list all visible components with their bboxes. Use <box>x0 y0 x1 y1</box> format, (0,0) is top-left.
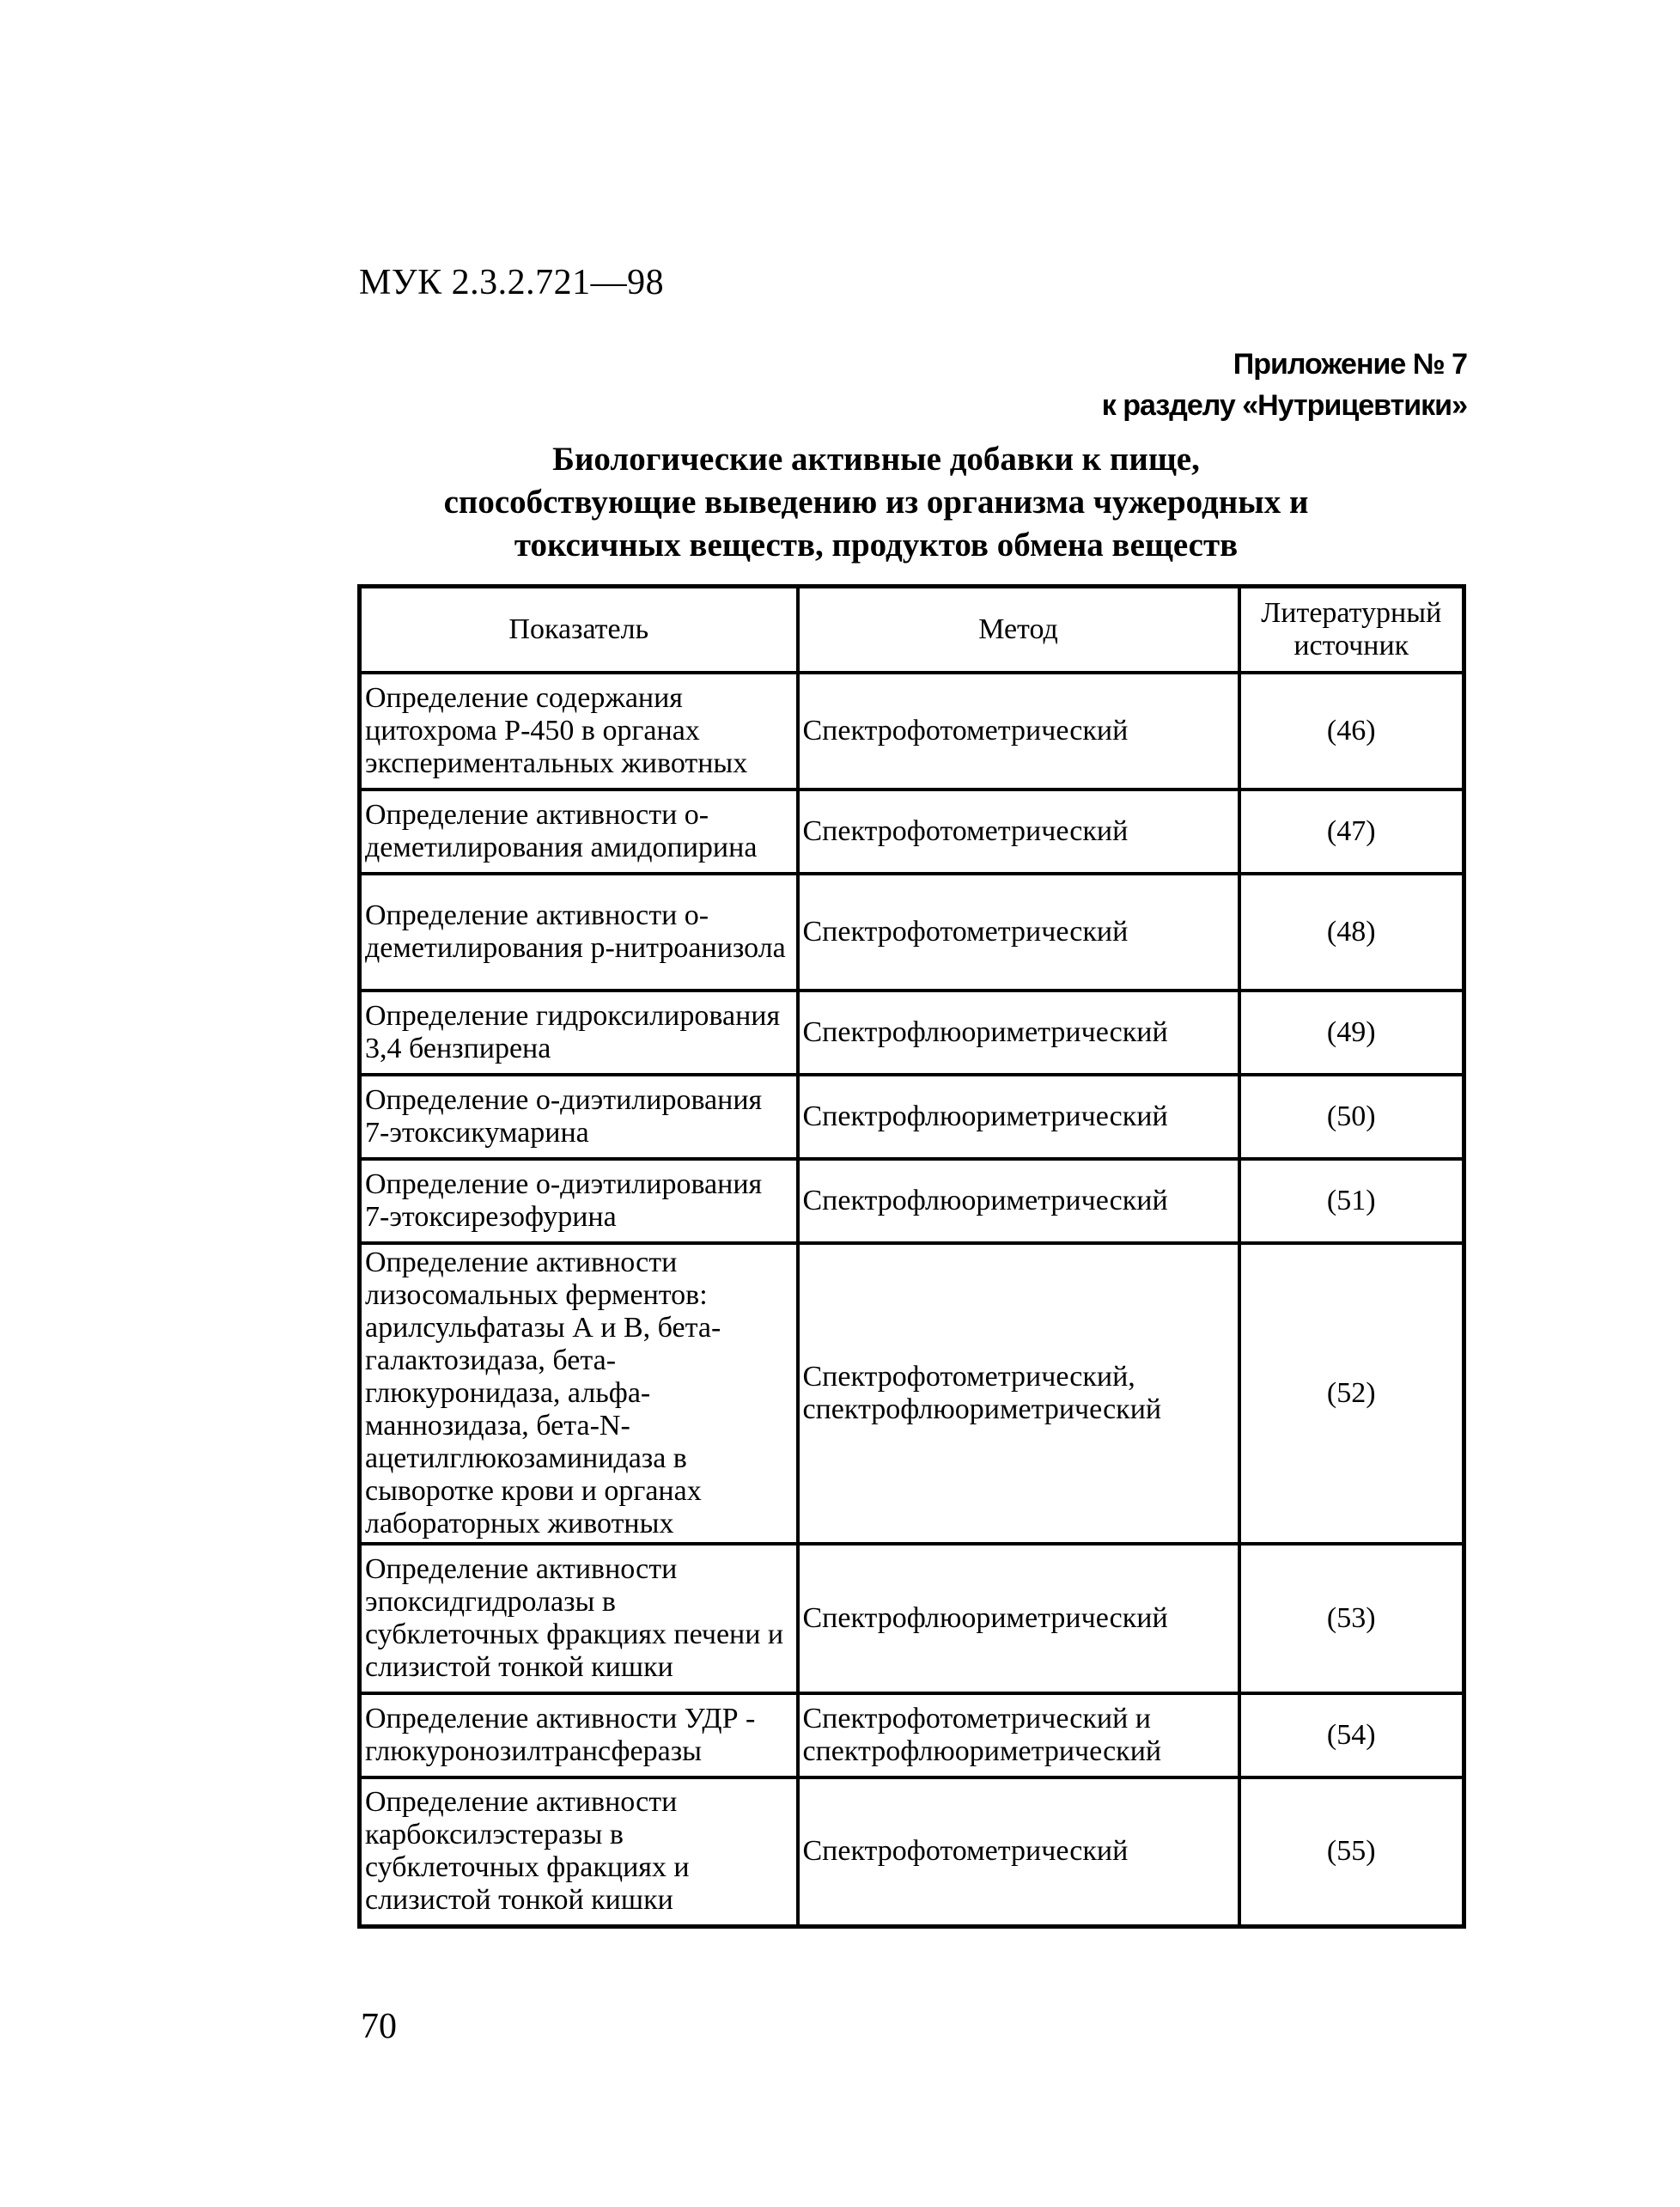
method-cell: Спектрофлюориметрический <box>798 1544 1239 1693</box>
indicator-cell: Определение активности УДР - глюкуронозилтрансферазы <box>360 1693 798 1777</box>
table-row <box>360 1693 1464 1777</box>
ref-cell: (51) <box>1239 1159 1464 1243</box>
header-source: Литературный источник <box>1239 587 1464 673</box>
table-title <box>326 438 1426 567</box>
method-cell: Спектрофлюориметрический <box>798 1075 1239 1159</box>
appendix-section: к разделу «Нутрицевтики» <box>1101 389 1467 422</box>
ref-cell: (52) <box>1239 1243 1464 1544</box>
ref-cell: (55) <box>1239 1777 1464 1927</box>
methods-table <box>357 584 1466 1929</box>
ref-cell: (54) <box>1239 1693 1464 1777</box>
document-code: МУК 2.3.2.721—98 <box>359 263 665 302</box>
method-cell: Спектрофотометрический <box>798 874 1239 991</box>
ref-cell: (47) <box>1239 790 1464 874</box>
method-cell: Спектрофлюориметрический <box>798 1159 1239 1243</box>
page-number: 70 <box>361 2007 397 2046</box>
appendix-number: Приложение № 7 <box>1233 348 1467 381</box>
ref-cell: (53) <box>1239 1544 1464 1693</box>
table-row <box>360 673 1464 790</box>
indicator-cell: Определение активности эпоксидгидролазы в субклеточных фракциях печени и слизистой тонкой кишки <box>360 1544 798 1693</box>
method-cell: Спектрофлюориметрический <box>798 991 1239 1075</box>
table-row <box>360 1159 1464 1243</box>
table-row <box>360 790 1464 874</box>
table-row <box>360 1243 1464 1544</box>
header-method: Метод <box>798 587 1239 673</box>
indicator-cell: Определение о-диэтилирования 7-этоксикумарина <box>360 1075 798 1159</box>
indicator-cell: Определение о-диэтилирования 7-этоксирезофурина <box>360 1159 798 1243</box>
ref-cell: (46) <box>1239 673 1464 790</box>
title-line-1: Биологические активные добавки к пище, <box>552 441 1200 478</box>
ref-cell: (50) <box>1239 1075 1464 1159</box>
title-line-3: токсичных веществ, продуктов обмена веществ <box>514 527 1239 564</box>
table-row <box>360 1777 1464 1927</box>
indicator-cell: Определение гидроксилирования 3,4 бензпирена <box>360 991 798 1075</box>
indicator-cell: Определение активности о-деметилирования амидопирина <box>360 790 798 874</box>
method-cell: Спектрофотометрический <box>798 673 1239 790</box>
indicator-cell: Определение активности лизосомальных ферментов: арилсульфатазы А и В, бета-галактозидаза, бета-глюкуронидаза, альфа-маннозидаза, бета-N-ацетилглюкозаминидаза в сыворотке крови и органах лабораторных животных <box>360 1243 798 1544</box>
method-cell: Спектрофотометрический, спектрофлюориметрический <box>798 1243 1239 1544</box>
method-cell: Спектрофотометрический и спектрофлюориметрический <box>798 1693 1239 1777</box>
ref-cell: (49) <box>1239 991 1464 1075</box>
method-cell: Спектрофотометрический <box>798 790 1239 874</box>
method-cell: Спектрофотометрический <box>798 1777 1239 1927</box>
header-indicator: Показатель <box>360 587 798 673</box>
title-line-2: способствующие выведению из организма чужеродных и <box>443 484 1309 521</box>
table-row <box>360 991 1464 1075</box>
table-row <box>360 1544 1464 1693</box>
table-header-row <box>360 587 1464 673</box>
table-row <box>360 1075 1464 1159</box>
table-body <box>360 673 1464 1927</box>
indicator-cell: Определение содержания цитохрома Р-450 в органах экспериментальных животных <box>360 673 798 790</box>
indicator-cell: Определение активности о-деметилирования р-нитроанизола <box>360 874 798 991</box>
indicator-cell: Определение активности карбоксилэстеразы в субклеточных фракциях и слизистой тонкой кишки <box>360 1777 798 1927</box>
appendix-label <box>1102 344 1467 426</box>
table-row <box>360 874 1464 991</box>
ref-cell: (48) <box>1239 874 1464 991</box>
